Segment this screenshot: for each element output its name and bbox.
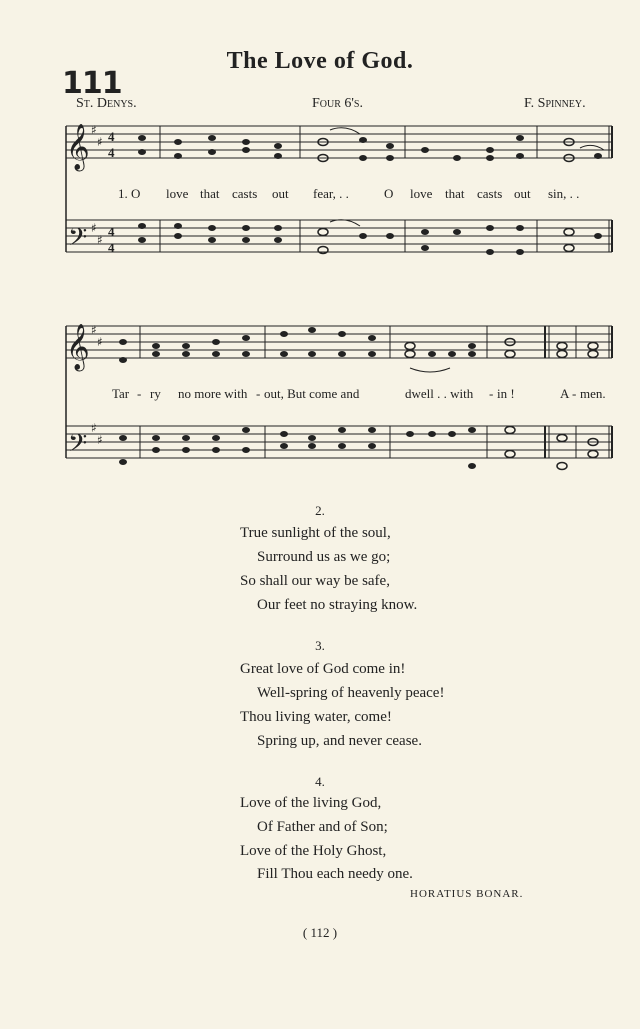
svg-text:𝄢: 𝄢	[68, 223, 88, 258]
svg-text:♯: ♯	[91, 221, 97, 235]
author-credit: HORATIUS BONAR.	[410, 888, 524, 900]
svg-text:𝄢: 𝄢	[68, 429, 88, 464]
hymn-number: 111	[62, 66, 122, 101]
lyric-word: fear, . .	[313, 186, 349, 201]
verse-line: Fill Thou each needy one.	[257, 866, 413, 882]
lyric-word: -	[489, 386, 494, 401]
lyric-word: -	[137, 386, 142, 401]
verse-line: Our feet no straying know.	[257, 597, 418, 613]
lyric-word: out, But come and	[264, 386, 360, 401]
svg-text:𝄞: 𝄞	[66, 124, 90, 170]
lyric-word: men.	[580, 386, 606, 401]
hymn-title: The Love of God.	[226, 48, 414, 74]
verse-line: Surround us as we go;	[257, 549, 391, 565]
lyric-word: love	[166, 186, 189, 201]
verse-line: Well-spring of heavenly peace!	[257, 685, 445, 701]
lyric-word: -	[572, 386, 577, 401]
tune-name: St. Denys.	[76, 96, 137, 111]
stanza-number: 2.	[315, 503, 325, 518]
svg-text:♯: ♯	[97, 433, 103, 447]
svg-text:4: 4	[108, 145, 115, 160]
lyric-word: A	[560, 386, 570, 401]
svg-text:♯: ♯	[91, 323, 97, 337]
verse-line: Of Father and of Son;	[257, 819, 388, 835]
verse-line: True sunlight of the soul,	[240, 525, 391, 541]
verse-line: Love of the living God,	[240, 795, 382, 811]
lyric-word: no more with	[178, 386, 248, 401]
verse-line: Thou living water, come!	[240, 709, 392, 725]
music-score	[0, 0, 640, 500]
lyric-word: in !	[497, 386, 515, 401]
stanza-number: 4.	[315, 774, 325, 789]
lyric-word: sin, . .	[548, 186, 580, 201]
lyric-word: out	[514, 186, 531, 201]
composer: F. Spinney.	[524, 96, 586, 111]
lyric-word: that	[200, 186, 220, 201]
verse-line: Love of the Holy Ghost,	[240, 843, 387, 859]
svg-text:𝄞: 𝄞	[66, 324, 90, 370]
svg-text:♯: ♯	[91, 421, 97, 435]
meter: Four 6's.	[312, 96, 363, 111]
svg-text:♯: ♯	[97, 233, 103, 247]
lyric-word: -	[256, 386, 261, 401]
lyric-word: casts	[477, 186, 503, 201]
lyric-word: love	[410, 186, 433, 201]
page-number: ( 112 )	[302, 925, 338, 940]
verse-line: Great love of God come in!	[240, 661, 406, 677]
svg-text:4: 4	[108, 224, 115, 239]
lyric-word: out	[272, 186, 289, 201]
svg-text:♯: ♯	[97, 135, 103, 149]
svg-text:♯: ♯	[91, 123, 97, 137]
lyric-word: O	[384, 186, 394, 201]
stanza-number: 3.	[315, 638, 325, 653]
lyric-word: that	[445, 186, 465, 201]
svg-text:♯: ♯	[97, 335, 103, 349]
lyric-word: dwell . . with	[405, 386, 474, 401]
lyric-word: ry	[150, 386, 161, 401]
verse-line: Spring up, and never cease.	[257, 733, 422, 749]
lyric-word: Tar	[112, 386, 130, 401]
lyric-word: casts	[232, 186, 258, 201]
lyric-word: 1. O	[118, 186, 141, 201]
svg-text:4: 4	[108, 240, 115, 255]
svg-text:4: 4	[108, 129, 115, 144]
verse-line: So shall our way be safe,	[240, 573, 390, 589]
